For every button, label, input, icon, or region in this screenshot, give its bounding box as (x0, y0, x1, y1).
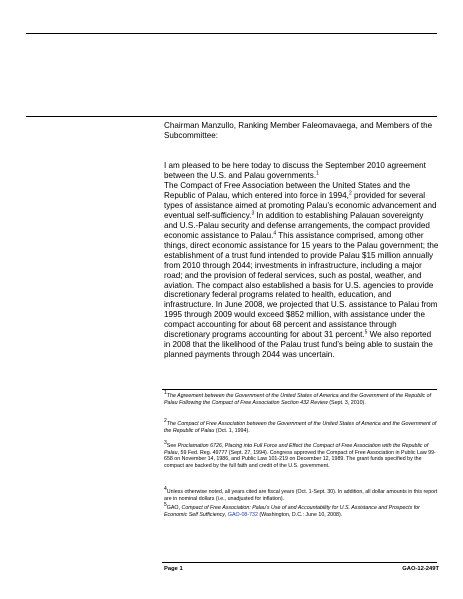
paragraph-text: We also reported in 2008 that the likelihood of the Palau trust fund’s being able to sustain the planned payments through 2044 was uncertain. (164, 330, 433, 360)
footnote-number: 2 (164, 418, 167, 425)
gao-report-link[interactable]: GAO-08-732 (227, 511, 258, 518)
footnote-4 (164, 486, 439, 502)
footnote-title: Compact of Free Association: Palau’s Use of and Accountability for U.S. Assistance and Prospects for Economic Self Sufficiency (164, 505, 420, 518)
footnote-number: 1 (164, 390, 167, 397)
footnote-ref-2: 2 (348, 190, 352, 197)
intro-text: I am pleased to be here today to discuss the September 2010 agreement between the U.S. and Palau governments. (164, 161, 426, 180)
footnote-ref-4: 4 (273, 230, 277, 237)
footnote-title: The Compact of Free Association between the Government of the United States of America and the Government of the Republic of Palau (164, 421, 437, 434)
footnote-text: (Washington, D.C.: June 10, 2008). (257, 511, 343, 518)
footnote-ref-5: 5 (364, 329, 368, 336)
footnote-title: Proclamation 6726, Placing into Full Force and Effect the Compact of Free Association with the Republic of Palau (164, 443, 429, 456)
footnote-text: See (166, 443, 178, 449)
footnote-1 (164, 390, 439, 406)
top-rule (26, 33, 437, 34)
paragraph-text: This assistance comprised, among other things, direct economic assistance for 15 years to the Palau government; the establishment of a trust fund intended to provide Palau $15 million annually from 2010 through 2044; investments in infrastructure, including a major road; and the provision of federal services, such as postal, weather, and aviation. The compact also established a basis for U.S. agencies to provide discretionary federal programs related to health, education, and infrastructure. In June 2008, we projected that U.S. assistance to Palau from 1995 through 2009 would exceed $852 million, with assistance under the compact accounting for about 68 percent and assistance through discretionary programs accounting for about 31 percent. (164, 230, 439, 340)
footnote-3 (164, 440, 439, 469)
footnote-text: , 59 Fed. Reg. 49777 (Sept. 27, 1994). Congress approved the Compact of Free Association in Public Law 99-658 on November 14, 1986, and Public Law 101-219 on December 12, 1989. The grant funds specified by the compact are backed by the full faith and credit of the U.S. government. (164, 449, 436, 469)
footnote-number: 3 (164, 440, 167, 447)
footnote-text: Unless otherwise noted, all years cited are fiscal years (Oct. 1-Sept. 30). In addition, all dollar amounts in this report are in nominal dollars (i.e., unadjusted for inflation). (164, 489, 438, 502)
paragraph-text: provided for several types of assistance aimed at promoting Palau’s economic advancement and eventual self-sufficiency. (164, 190, 437, 220)
footnote-rule (162, 389, 437, 390)
footnote-text: (Sept. 3, 2010). (327, 399, 366, 406)
paragraph-text: The Compact of Free Association between the United States and the Republic of Palau, which entered into force in 1994, (164, 181, 411, 200)
paragraph-text: In addition to establishing Palauan sovereignty and U.S.-Palau security and defense arrangements, the compact provided economic assistance to Palau. (164, 210, 430, 240)
footnote-ref-3: 3 (251, 210, 255, 217)
header-rule (26, 116, 437, 117)
page-number: Page 1 (164, 566, 183, 572)
footer-rule (162, 562, 437, 563)
footnote-text: (Oct. 1, 1994). (214, 427, 250, 434)
report-number: GAO-12-249T (402, 566, 439, 572)
compact-paragraph (164, 181, 439, 360)
footnote-number: 5 (164, 502, 167, 509)
footnote-ref-1: 1 (316, 170, 319, 177)
footnote-title: The Agreement between the Government of the United States of America and the Government of the Republic of Palau Following the Compact of Free Association Section 432 Review (164, 393, 432, 406)
salutation: Chairman Manzullo, Ranking Member Faleomavaega, and Members of the Subcommittee: (164, 121, 433, 140)
intro-paragraph (164, 161, 439, 181)
footnote-5 (164, 502, 439, 518)
footnote-text: , (224, 511, 228, 518)
footnote-number: 4 (164, 486, 167, 493)
footnote-text: GAO, (166, 505, 182, 511)
footnote-2 (164, 418, 439, 434)
